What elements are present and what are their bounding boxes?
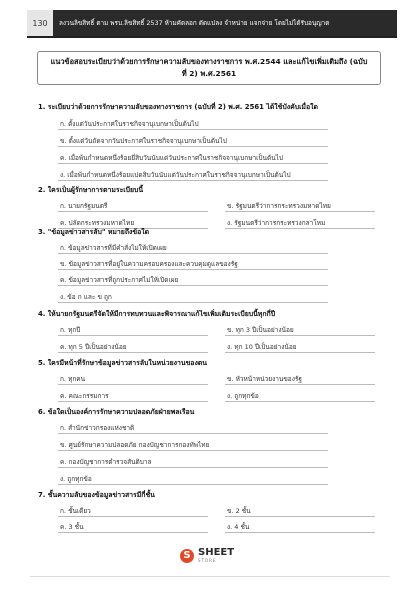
copyright-notice: ลงวนลิขสิทธิ์ ตาม พรบ.ลิขสิทธิ์ 2537 ห้ามคัดลอก ดัดแปลง จำหน่าย แจกจ่าย โดยไม่ได้รับอนุญาต xyxy=(53,10,397,36)
title-box xyxy=(37,51,381,85)
answer-line xyxy=(225,532,375,533)
q7-option-a: ก. ชั้นเดียว xyxy=(60,507,91,515)
answer-line xyxy=(58,269,328,270)
q4-option-a: ก. ทุกปี xyxy=(60,326,81,334)
answer-line xyxy=(225,352,375,353)
answer-line xyxy=(58,180,328,181)
q3-option-d: ง. ข้อ ก และ ข ถูก xyxy=(60,293,112,301)
logo-mark: S xyxy=(180,549,194,563)
question-4: 4. ให้นายกรัฐมนตรีจัดให้มีการทบทวนและพิจารณาแก้ไขเพิ่มเติมระเบียบนี้ทุกกี่ปี xyxy=(38,310,276,318)
q1-option-c: ค. เมื่อพ้นกำหนดหนึ่งร้อยยี่สิบวันนับแต่วันประกาศในราชกิจจานุเบกษาเป็นต้นไป xyxy=(60,154,284,162)
answer-line xyxy=(58,384,208,385)
answer-line xyxy=(58,302,328,303)
document-title: แนวข้อสอบระเบียบว่าด้วยการรักษาความลับของทางราชการ พ.ศ.2544 และแก้ไขเพิ่มเติมถึง (ฉบับที่ 2) พ.ศ.2561 xyxy=(50,57,368,78)
q1-option-b: ข. ตั้งแต่วันถัดจากวันประกาศในราชกิจจานุเบกษาเป็นต้นไป xyxy=(60,137,227,145)
q6-option-d: ง. ถูกทุกข้อ xyxy=(60,475,92,483)
q4-option-c: ค. ทุก 5 ปีเป็นอย่างน้อย xyxy=(60,343,127,351)
page-header xyxy=(27,10,397,36)
question-3: 3. "ข้อมูลข่าวสารลับ" หมายถึงข้อใด xyxy=(38,228,150,236)
answer-line xyxy=(58,129,328,130)
q3-option-c: ค. ข้อมูลข่าวสารที่ถูกประกาศไม่ให้เปิดเผย xyxy=(60,276,179,284)
question-1: 1. ระเบียบว่าด้วยการรักษาความลับของทางราชการ (ฉบับที่ 2) พ.ศ. 2561 ได้ใช้บังคับเมื่อใด xyxy=(38,103,318,111)
logo-name: SHEET xyxy=(198,547,235,558)
q7-option-d: ง. 4 ชั้น xyxy=(227,523,250,531)
q1-option-a: ก. ตั้งแต่วันประกาศในราชกิจจานุเบกษาเป็นต้นไป xyxy=(60,120,199,128)
answer-line xyxy=(225,335,375,336)
q3-option-b: ข. ข้อมูลข่าวสารที่อยู่ในความครอบครองและควบคุมดูแลของรัฐ xyxy=(60,260,238,268)
q2-option-a: ก. นายกรัฐมนตรี xyxy=(60,202,108,210)
answer-line xyxy=(225,228,375,229)
q7-option-b: ข. 2 ชั้น xyxy=(227,507,251,515)
q2-option-d: ง. รัฐมนตรีว่าการกระทรวงกลาโหม xyxy=(227,219,326,227)
answer-line xyxy=(225,384,375,385)
question-7: 7. ชั้นความลับของข้อมูลข่าวสารมีกี่ชั้น xyxy=(38,491,155,499)
q5-option-b: ข. หัวหน้าหน่วยงานของรัฐ xyxy=(227,375,302,383)
q2-option-b: ข. รัฐมนตรีว่าการกระทรวงมหาดไทย xyxy=(227,202,331,210)
answer-line xyxy=(58,516,208,517)
q5-option-c: ค. คณะกรรมการ xyxy=(60,392,109,400)
logo-wordmark xyxy=(198,548,234,563)
answer-line xyxy=(58,335,208,336)
question-6: 6. ข้อใดเป็นองค์การรักษาความปลอดภัยฝ่ายพลเรือน xyxy=(38,408,195,416)
answer-line xyxy=(58,253,328,254)
q1-option-d: ง. เมื่อพ้นกำหนดหนึ่งร้อยแปดสิบวันนับแต่วันประกาศในราชกิจจานุเบกษาเป็นต้นไป xyxy=(60,171,291,179)
answer-line xyxy=(58,211,208,212)
answer-line xyxy=(58,532,208,533)
page-number: 130 xyxy=(27,10,53,36)
answer-line xyxy=(225,211,375,212)
answer-line xyxy=(225,516,375,517)
answer-line xyxy=(225,401,375,402)
q2-option-c: ค. ปลัดกระทรวงมหาดไทย xyxy=(60,219,135,227)
q4-option-b: ข. ทุก 3 ปีเป็นอย่างน้อย xyxy=(227,326,294,334)
q7-option-c: ค. 3 ชั้น xyxy=(60,523,84,531)
q5-option-a: ก. ทุกคน xyxy=(60,375,86,383)
logo-subtitle: STORE xyxy=(198,558,217,563)
q6-option-b: ข. ศูนย์รักษาความปลอดภัย กองบัญชาการกองทัพไทย xyxy=(60,441,210,449)
answer-line xyxy=(58,433,328,434)
answer-line xyxy=(58,450,328,451)
answer-line xyxy=(58,401,208,402)
q6-option-a: ก. สำนักข่าวกรองแห่งชาติ xyxy=(60,424,135,432)
q6-option-c: ค. กองบัญชาการตำรวจสันติบาล xyxy=(60,458,152,466)
q4-option-d: ง. ทุก 10 ปีเป็นอย่างน้อย xyxy=(227,343,297,351)
q5-option-d: ง. ถูกทุกข้อ xyxy=(227,392,259,400)
sheet-store-logo xyxy=(180,548,234,563)
header-divider xyxy=(27,36,397,38)
footer-divider xyxy=(30,576,390,577)
answer-line xyxy=(58,163,328,164)
answer-line xyxy=(58,285,328,286)
q3-option-a: ก. ข้อมูลข่าวสารที่มีคำสั่งไม่ให้เปิดเผย xyxy=(60,244,167,252)
question-2: 2. ใครเป็นผู้รักษาการตามระเบียบนี้ xyxy=(38,186,144,194)
answer-line xyxy=(58,484,328,485)
question-5: 5. ใครมีหน้าที่รักษาข้อมูลข่าวสารลับในหน่วยงานของตน xyxy=(38,359,207,367)
answer-line xyxy=(58,146,328,147)
answer-line xyxy=(58,467,328,468)
answer-line xyxy=(58,352,208,353)
